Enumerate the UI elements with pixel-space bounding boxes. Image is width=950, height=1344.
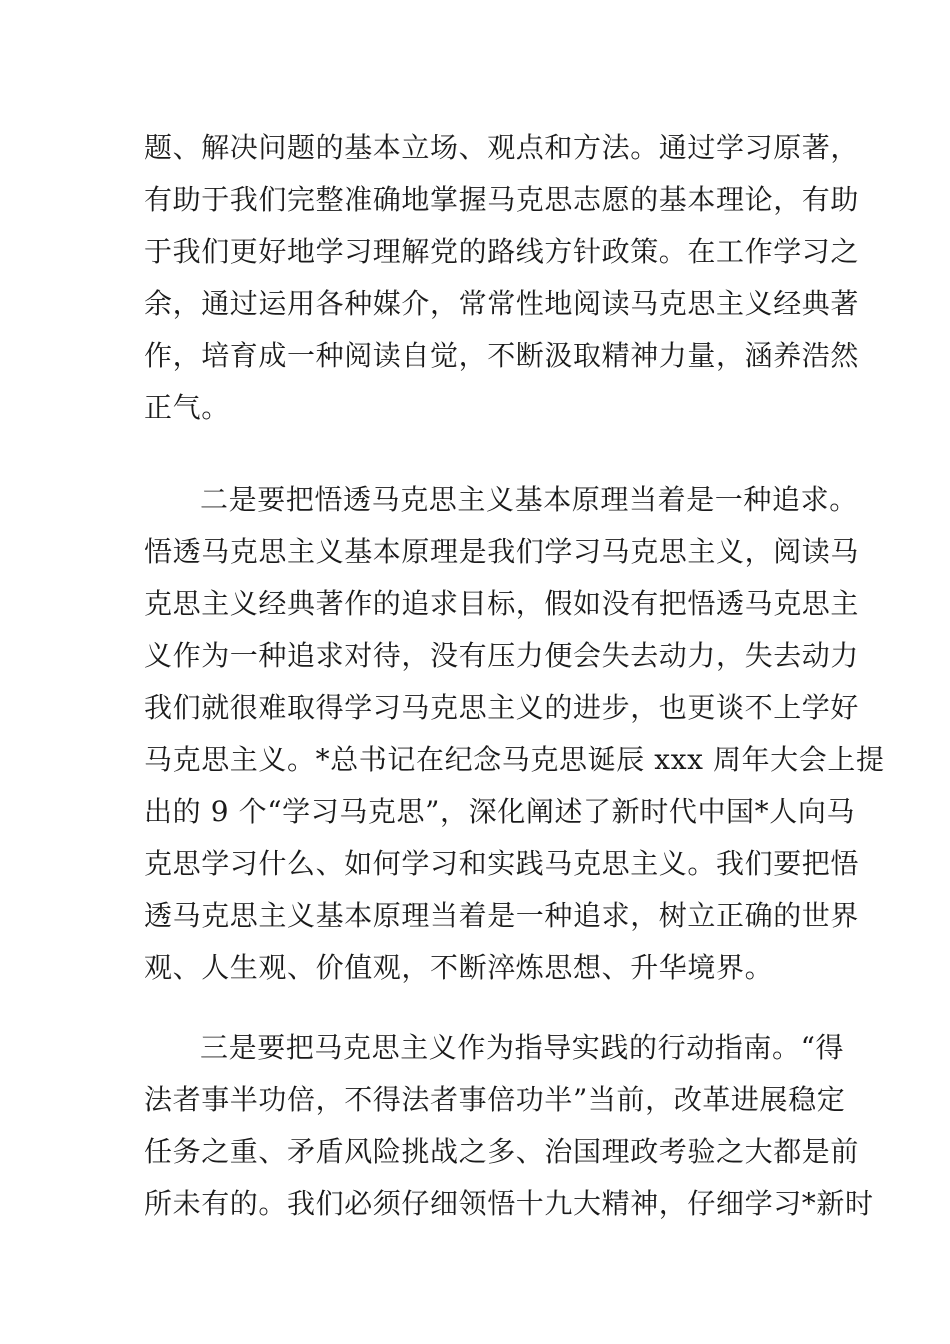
paragraph-line: 出的 9 个“学习马克思”，深化阐述了新时代中国*人向马 [144, 795, 856, 828]
paragraph-1 [144, 122, 860, 434]
paragraph-line: 于我们更好地学习理解党的路线方针政策。在工作学习之 [144, 235, 860, 268]
paragraph-line: 题、解决问题的基本立场、观点和方法。通过学习原著， [144, 131, 860, 164]
paragraph-2 [144, 474, 885, 994]
paragraph-line: 克思学习什么、如何学习和实践马克思主义。我们要把悟 [144, 847, 860, 880]
paragraph-first-line: 二是要把悟透马克思主义基本原理当着是一种追求。 [200, 483, 858, 516]
paragraph-line: 我们就很难取得学习马克思主义的进步，也更谈不上学好 [144, 691, 860, 724]
paragraph-line: 正气。 [144, 391, 230, 424]
paragraph-line: 义作为一种追求对待，没有压力便会失去动力，失去动力 [144, 639, 860, 672]
paragraph-3 [144, 1022, 874, 1230]
paragraph-first-line: 三是要把马克思主义作为指导实践的行动指南。“得 [200, 1031, 845, 1064]
paragraph-line: 悟透马克思主义基本原理是我们学习马克思主义，阅读马 [144, 535, 860, 568]
paragraph-line: 透马克思主义基本原理当着是一种追求，树立正确的世界 [144, 899, 860, 932]
paragraph-line: 观、人生观、价值观，不断淬炼思想、升华境界。 [144, 951, 774, 984]
paragraph-line: 所未有的。我们必须仔细领悟十九大精神，仔细学习*新时 [144, 1187, 874, 1220]
paragraph-line: 马克思主义。*总书记在纪念马克思诞辰 xxx 周年大会上提 [144, 743, 885, 776]
paragraph-line: 克思主义经典著作的追求目标，假如没有把悟透马克思主 [144, 587, 860, 620]
paragraph-line: 余，通过运用各种媒介，常常性地阅读马克思主义经典著 [144, 287, 860, 320]
paragraph-line: 法者事半功倍，不得法者事倍功半”当前，改革进展稳定 [144, 1083, 846, 1116]
paragraph-line: 有助于我们完整准确地掌握马克思志愿的基本理论，有助 [144, 183, 860, 216]
paragraph-line: 任务之重、矛盾风险挑战之多、治国理政考验之大都是前 [144, 1135, 860, 1168]
paragraph-line: 作，培育成一种阅读自觉，不断汲取精神力量，涵养浩然 [144, 339, 860, 372]
